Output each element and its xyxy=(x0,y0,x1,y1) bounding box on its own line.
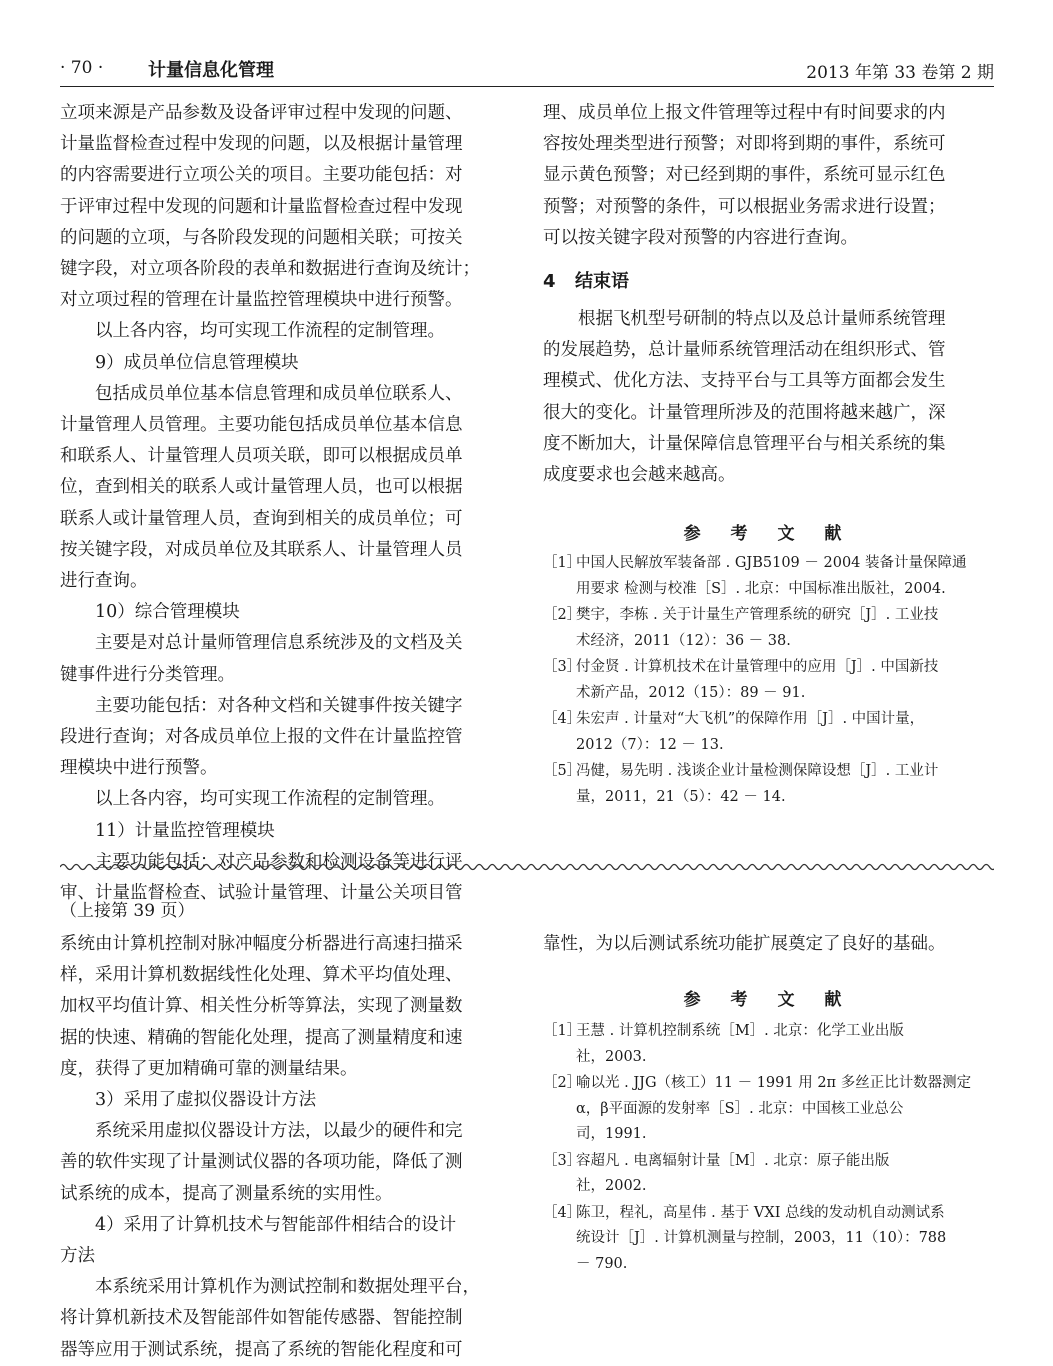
reference-line: α，β平面源的发射率［S］. 北京：中国核工业总公 xyxy=(576,1100,904,1117)
reference-item xyxy=(543,1019,994,1070)
section-number: 4 xyxy=(543,271,556,293)
text-line: 立项来源是产品参数及设备评审过程中发现的问题、 xyxy=(60,103,463,123)
references-title: 参 考 文 献 xyxy=(683,524,854,545)
text-line: 度，获得了更加精确可靠的测量结果。 xyxy=(60,1058,358,1079)
section-heading xyxy=(543,266,994,298)
text-line: 计量管理人员管理。主要功能包括成员单位基本信息 xyxy=(60,415,463,436)
reference-line: 术经济，2011（12）：36 － 38. xyxy=(576,632,791,649)
reference-line: 付金贤 . 计算机技术在计量管理中的应用［J］. 中国新技 xyxy=(576,659,939,676)
text-line: 成度要求也会越来越高。 xyxy=(543,465,736,486)
text-line: 主要是对总计量师管理信息系统涉及的文档及关 xyxy=(95,633,463,654)
reference-line: 朱宏声 . 计量对“大飞机”的保障作用［J］. 中国计量， xyxy=(576,711,925,728)
reference-line: 容超凡 . 电离辐射计量［M］. 北京：原子能出版 xyxy=(576,1152,890,1169)
text-line: 4）采用了计算机技术与智能部件相结合的设计 xyxy=(95,1214,457,1235)
text-line: 将计算机新技术及智能部件如智能传感器、智能控制 xyxy=(60,1308,463,1329)
text-line: 本系统采用计算机作为测试控制和数据处理平台， xyxy=(95,1277,480,1298)
header-rule xyxy=(60,86,994,87)
text-line: 以上各内容，均可实现工作流程的定制管理。 xyxy=(95,321,445,342)
text-line: 加权平均值计算、相关性分析等算法，实现了测量数 xyxy=(60,996,463,1017)
section-title: 计量信息化管理 xyxy=(148,60,274,81)
reference-line: 樊宇，李栋 . 关于计量生产管理系统的研究［J］. 工业技 xyxy=(576,607,939,624)
references-list xyxy=(543,1019,994,1277)
reference-line: 冯健，易先明 . 浅谈企业计量检测保障设想［J］. 工业计 xyxy=(576,763,939,780)
reference-number: ［3］ xyxy=(543,659,582,676)
text-line: 于评审过程中发现的问题和计量监督检查过程中发现 xyxy=(60,196,463,217)
reference-text xyxy=(576,1149,994,1200)
text-line: 很大的变化。计量管理所涉及的范围将越来越广，深 xyxy=(543,402,946,423)
text-line: 联系人或计量管理人员，查询到相关的成员单位；可 xyxy=(60,508,463,529)
text-line: 审、计量监督检查、试验计量管理、计量公关项目管 xyxy=(60,883,463,904)
text-line: 试系统的成本，提高了测量系统的实用性。 xyxy=(60,1183,393,1204)
bottom-left-column xyxy=(60,929,505,1366)
reference-text xyxy=(576,603,994,654)
reference-line: 2012（7）：12 － 13. xyxy=(576,736,724,753)
text-line: 以上各内容，均可实现工作流程的定制管理。 xyxy=(95,789,445,810)
text-line: 度不断加大，计量保障信息管理平台与相关系统的集 xyxy=(543,433,946,454)
text-line: 3）采用了虚拟仪器设计方法 xyxy=(95,1090,317,1111)
text-line: 理模式、优化方法、支持平台与工具等方面都会发生 xyxy=(543,371,946,392)
wavy-divider xyxy=(60,860,994,874)
closing-paragraph xyxy=(543,929,994,960)
reference-line: 社，2002. xyxy=(576,1178,647,1195)
section-heading-text: 结束语 xyxy=(575,271,629,293)
reference-item xyxy=(543,655,994,706)
reference-line: 司，1991. xyxy=(576,1126,647,1143)
text-line: 系统由计算机控制对脉冲幅度分析器进行高速扫描采 xyxy=(60,934,463,954)
reference-number: ［4］ xyxy=(543,1204,582,1221)
reference-number: ［5］ xyxy=(543,763,582,780)
reference-number: ［2］ xyxy=(543,1075,582,1092)
text-line: 对立项过程的管理在计量监控管理模块中进行预警。 xyxy=(60,290,463,311)
reference-line: 量，2011，21（5）：42 － 14. xyxy=(576,788,786,805)
reference-number: ［2］ xyxy=(543,607,582,624)
reference-item xyxy=(543,1149,994,1200)
reference-text xyxy=(576,551,994,602)
top-right-column xyxy=(543,98,994,811)
text-line: 器等应用于测试系统，提高了系统的智能化程度和可 xyxy=(60,1339,463,1360)
reference-number: ［1］ xyxy=(543,1023,582,1040)
text-line: 9）成员单位信息管理模块 xyxy=(95,352,299,373)
conclusion-paragraph xyxy=(543,304,994,491)
reference-line: 王慧 . 计算机控制系统［M］. 北京：化学工业出版 xyxy=(576,1023,904,1040)
reference-item xyxy=(543,707,994,758)
reference-text xyxy=(576,1201,994,1278)
issue-info: 2013 年第 33 卷第 2 期 xyxy=(806,63,994,83)
reference-item xyxy=(543,759,994,810)
text-line: 段进行查询；对各成员单位上报的文件在计量监控管 xyxy=(60,727,463,748)
text-line: 键字段，对立项各阶段的表单和数据进行查询及统计； xyxy=(60,259,480,280)
text-line: 系统采用虚拟仪器设计方法，以最少的硬件和完 xyxy=(95,1121,463,1142)
reference-line: 用要求 检测与校准［S］. 北京：中国标准出版社，2004. xyxy=(576,580,946,597)
reference-line: － 790. xyxy=(576,1255,628,1272)
reference-text xyxy=(576,759,994,810)
text-line: 的问题的立项，与各阶段发现的问题相关联；可按关 xyxy=(60,227,463,248)
text-line: 善的软件实现了计量测试仪器的各项功能，降低了测 xyxy=(60,1152,463,1173)
text-line: 理模块中进行预警。 xyxy=(60,758,218,779)
text-line: 计量监督检查过程中发现的问题，以及根据计量管理 xyxy=(60,134,463,155)
page-number: · 70 · xyxy=(60,58,104,78)
top-left-column xyxy=(60,98,505,909)
text-line: 根据飞机型号研制的特点以及总计量师系统管理 xyxy=(578,309,946,330)
text-line: 显示黄色预警；对已经到期的事件，系统可显示红色 xyxy=(543,165,946,186)
reference-number: ［3］ xyxy=(543,1152,582,1169)
text-line: 按关键字段，对成员单位及其联系人、计量管理人员 xyxy=(60,539,463,560)
text-line: 进行查询。 xyxy=(60,571,148,592)
text-line: 方法 xyxy=(60,1246,95,1267)
text-line: 主要功能包括：对各种文档和关键事件按关键字 xyxy=(95,695,463,716)
reference-line: 喻以光 . JJG（核工）11 － 1991 用 2π 多丝正比计数器测定 xyxy=(576,1075,972,1092)
reference-line: 陈卫，程礼，高星伟 . 基于 VXI 总线的发动机自动测试系 xyxy=(576,1204,945,1221)
warning-paragraph xyxy=(543,98,994,254)
reference-number: ［1］ xyxy=(543,555,582,572)
text-line: 预警；对预警的条件，可以根据业务需求进行设置； xyxy=(543,196,946,217)
text-line: 10）综合管理模块 xyxy=(95,602,240,623)
reference-line: 中国人民解放军装备部 . GJB5109 － 2004 装备计量保障通 xyxy=(576,555,967,572)
references-title: 参 考 文 献 xyxy=(683,990,854,1011)
text-line: 的内容需要进行立项公关的项目。主要功能包括：对 xyxy=(60,165,463,186)
reference-item xyxy=(543,1071,994,1148)
text-line: 包括成员单位基本信息管理和成员单位联系人、 xyxy=(95,383,463,404)
text-line: 的发展趋势，总计量师系统管理活动在组织形式、管 xyxy=(543,340,946,361)
reference-text xyxy=(576,655,994,706)
text-line: 11）计量监控管理模块 xyxy=(95,820,275,841)
reference-line: 术新产品，2012（15）：89 － 91. xyxy=(576,684,806,701)
reference-line: 社，2003. xyxy=(576,1048,647,1065)
reference-text xyxy=(576,1071,994,1148)
reference-item xyxy=(543,551,994,602)
text-line: 和联系人、计量管理人员项关联，即可以根据成员单 xyxy=(60,446,463,467)
text-line: 可以按关键字段对预警的内容进行查询。 xyxy=(543,227,858,248)
reference-text xyxy=(576,1019,994,1070)
text-line: 样，采用计算机数据线性化处理、算术平均值处理、 xyxy=(60,965,463,986)
text-line: 主要功能包括：对产品参数和检测设备等进行评 xyxy=(95,851,463,872)
reference-line: 统设计［J］. 计算机测量与控制，2003，11（10）：788 xyxy=(576,1230,947,1247)
reference-item xyxy=(543,603,994,654)
continued-note: （上接第 39 页） xyxy=(60,901,195,921)
reference-number: ［4］ xyxy=(543,711,582,728)
text-line: 靠性，为以后测试系统功能扩展奠定了良好的基础。 xyxy=(543,934,946,954)
text-line: 键事件进行分类管理。 xyxy=(60,664,235,685)
reference-item xyxy=(543,1201,994,1278)
text-line: 容按处理类型进行预警；对即将到期的事件，系统可 xyxy=(543,134,946,155)
bottom-right-column xyxy=(543,929,994,1278)
text-line: 位，查到相关的联系人或计量管理人员，也可以根据 xyxy=(60,477,463,498)
references-list xyxy=(543,551,994,810)
text-line: 理、成员单位上报文件管理等过程中有时间要求的内 xyxy=(543,103,946,123)
reference-text xyxy=(576,707,994,758)
page-header xyxy=(60,56,994,82)
text-line: 据的快速、精确的智能化处理，提高了测量精度和速 xyxy=(60,1027,463,1048)
